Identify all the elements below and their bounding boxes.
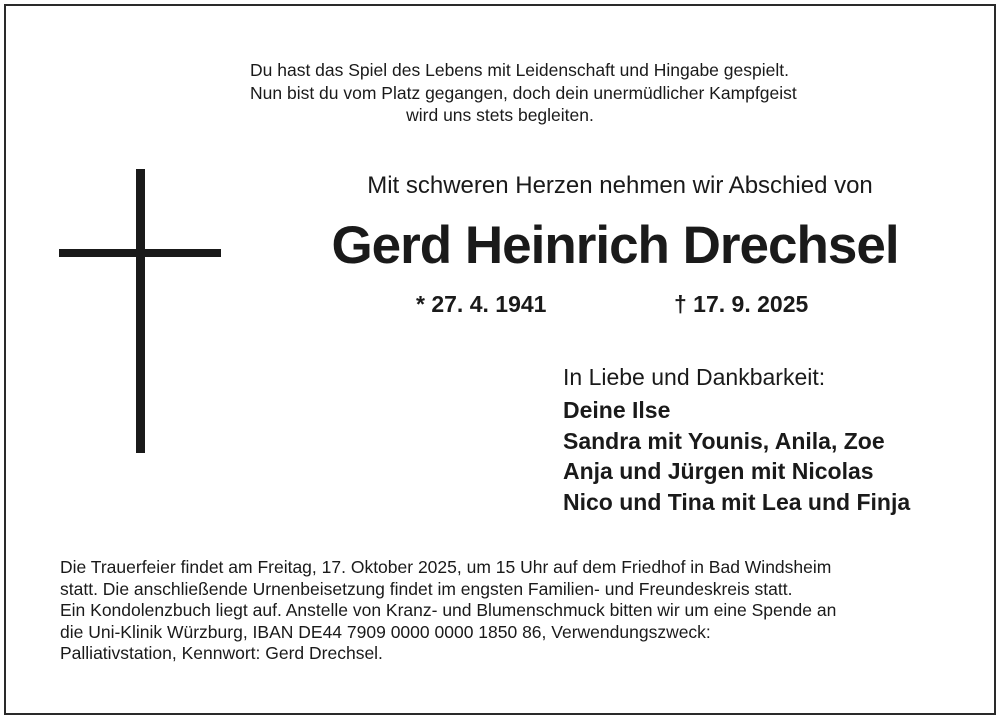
motto-line: wird uns stets begleiten.	[406, 105, 594, 125]
mourners-block	[563, 362, 910, 517]
mourner-name: Deine Ilse	[563, 397, 671, 423]
birth-date: * 27. 4. 1941	[416, 291, 547, 317]
notice-line: statt. Die anschließende Urnenbeisetzung findet im engsten Familien- und Freundeskreis statt.	[60, 578, 793, 599]
notice-line: Ein Kondolenzbuch liegt auf. Anstelle von Kranz- und Blumenschmuck bitten wir um eine Spende an	[60, 600, 837, 620]
mourner-name: Anja und Jürgen mit Nicolas	[563, 458, 874, 484]
deceased-name: Gerd Heinrich Drechsel	[331, 216, 899, 275]
funeral-notice	[60, 557, 960, 665]
notice-line: Die Trauerfeier findet am Freitag, 17. Oktober 2025, um 15 Uhr auf dem Friedhof in Bad Windsheim	[60, 557, 832, 577]
notice-line: Palliativstation, Kennwort: Gerd Drechsel.	[60, 643, 383, 663]
cross-vertical-bar	[136, 169, 145, 453]
notice-line: die Uni-Klinik Würzburg, IBAN DE44 7909 0000 0000 1850 86, Verwendungszweck:	[60, 621, 711, 642]
mourners-list	[563, 395, 910, 517]
motto-line: Du hast das Spiel des Lebens mit Leidenschaft und Hingabe gespielt.	[250, 60, 789, 80]
motto-line: Nun bist du vom Platz gegangen, doch dein unermüdlicher Kampfgeist	[250, 82, 797, 103]
cross-horizontal-bar	[59, 249, 221, 257]
motto	[250, 59, 797, 127]
death-date: † 17. 9. 2025	[674, 291, 809, 317]
mourner-name: Nico und Tina mit Lea und Finja	[563, 488, 911, 515]
farewell-intro: Mit schweren Herzen nehmen wir Abschied von	[367, 172, 873, 199]
mourners-intro: In Liebe und Dankbarkeit:	[563, 364, 826, 390]
mourner-name: Sandra mit Younis, Anila, Zoe	[563, 427, 885, 454]
